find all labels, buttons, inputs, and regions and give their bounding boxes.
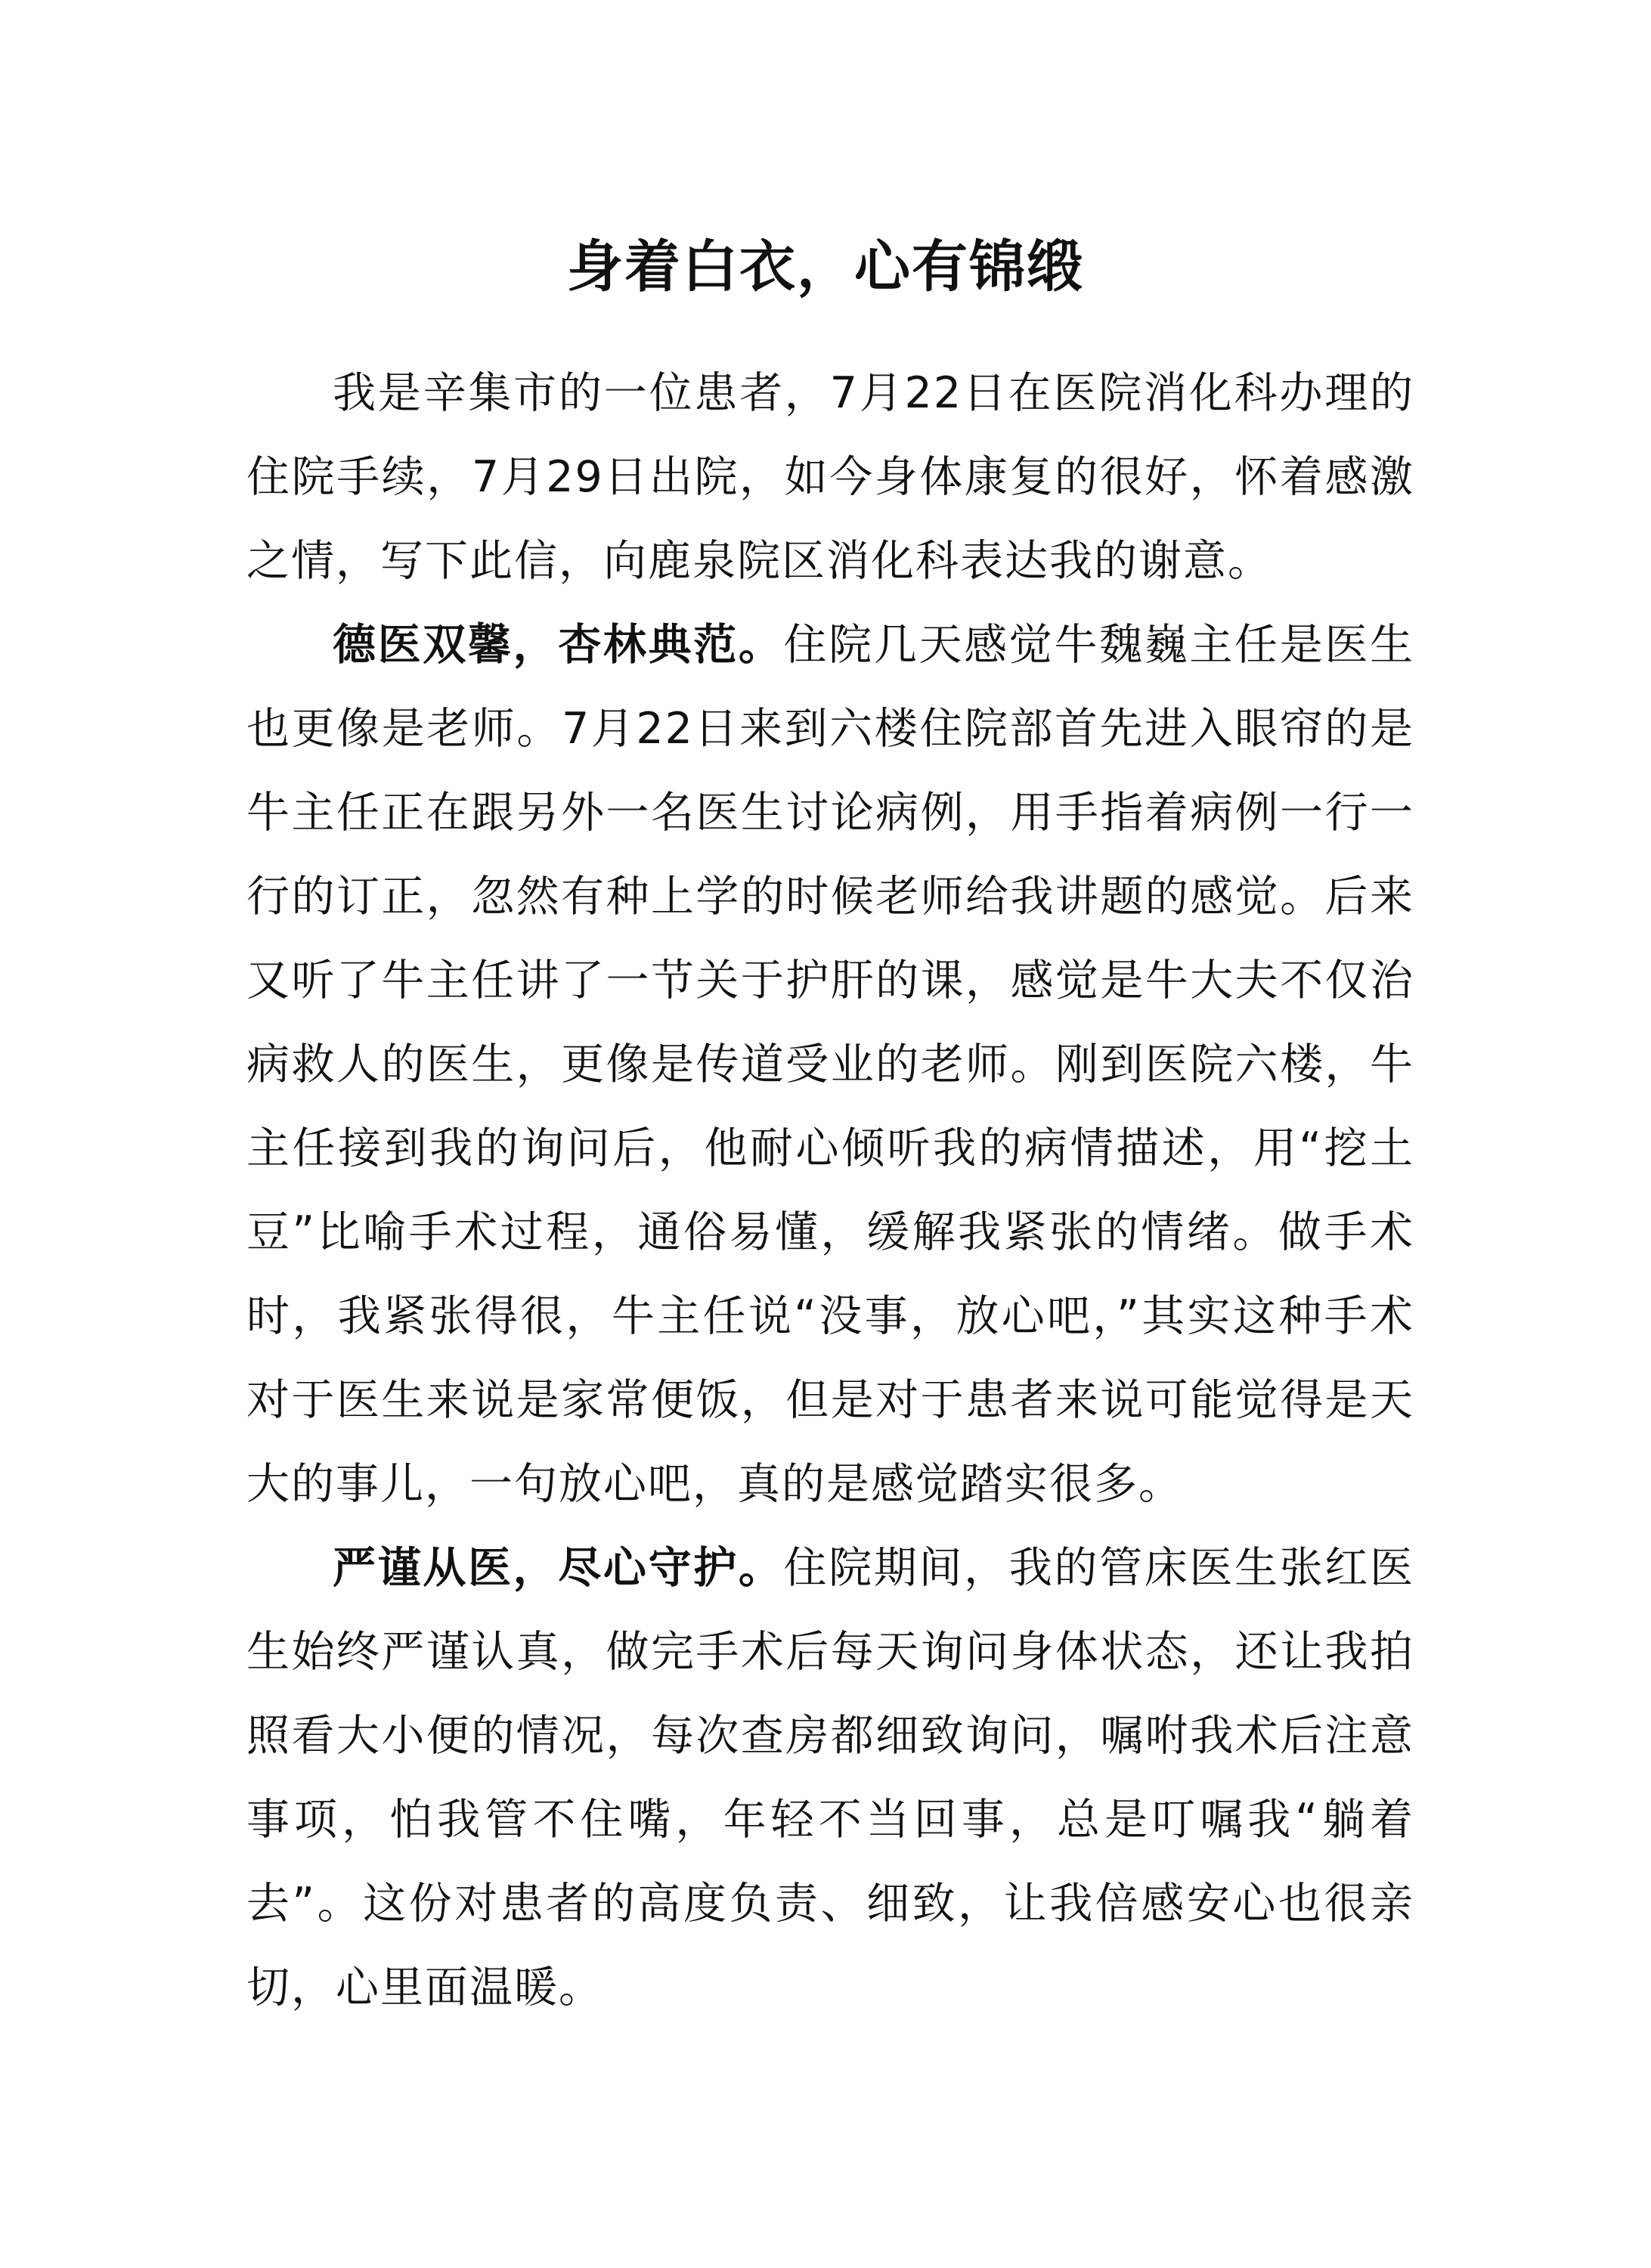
paragraph-text: 住院几天感觉牛魏巍主任是医生也更像是老师。7月22日来到六楼住院部首先进入眼帘的是牛主任正在跟另外一名医生讨论病例，用手指着病例一行一行的订正，忽然有种上学的时候老师给我讲题的感觉。后来又听了牛主任讲了一节关于护肝的课，感觉是牛大夫不仅治病救人的医生，更像是传道受业的老师。刚到医院六楼，牛主任接到我的询问后，他耐心倾听我的病情描述，用“挖土豆”比喻手术过程，通俗易懂，缓解我紧张的情绪。做手术时，我紧张得很，牛主任说“没事，放心吧，”其实这种手术对于医生来说是家常便饭，但是对于患者来说可能觉得是天大的事儿，一句放心吧，真的是感觉踏实很多。 xyxy=(246,620,1415,1509)
paragraph-lead: 德医双馨，杏林典范。 xyxy=(333,620,784,670)
letter-body xyxy=(246,352,1414,2030)
paragraph-intro xyxy=(246,352,1414,603)
paragraph-doctor-niu xyxy=(246,603,1414,1526)
paragraph-text: 住院期间，我的管床医生张红医生始终严谨认真，做完手术后每天询问身体状态，还让我拍照看大小便的情况，每次查房都细致询问，嘱咐我术后注意事项，怕我管不住嘴，年轻不当回事，总是叮嘱我“躺着去”。这份对患者的高度负责、细致，让我倍感安心也很亲切，心里面温暖。 xyxy=(246,1543,1415,2012)
paragraph-doctor-zhang xyxy=(246,1526,1414,2030)
paragraph-lead: 严谨从医，尽心守护。 xyxy=(333,1543,784,1593)
document-title: 身着白衣，心有锦缎 xyxy=(567,234,1084,299)
paragraph-text: 我是辛集市的一位患者，7月22日在医院消化科办理的住院手续，7月29日出院，如今身体康复的很好，怀着感激之情，写下此信，向鹿泉院区消化科表达我的谢意。 xyxy=(246,368,1414,586)
